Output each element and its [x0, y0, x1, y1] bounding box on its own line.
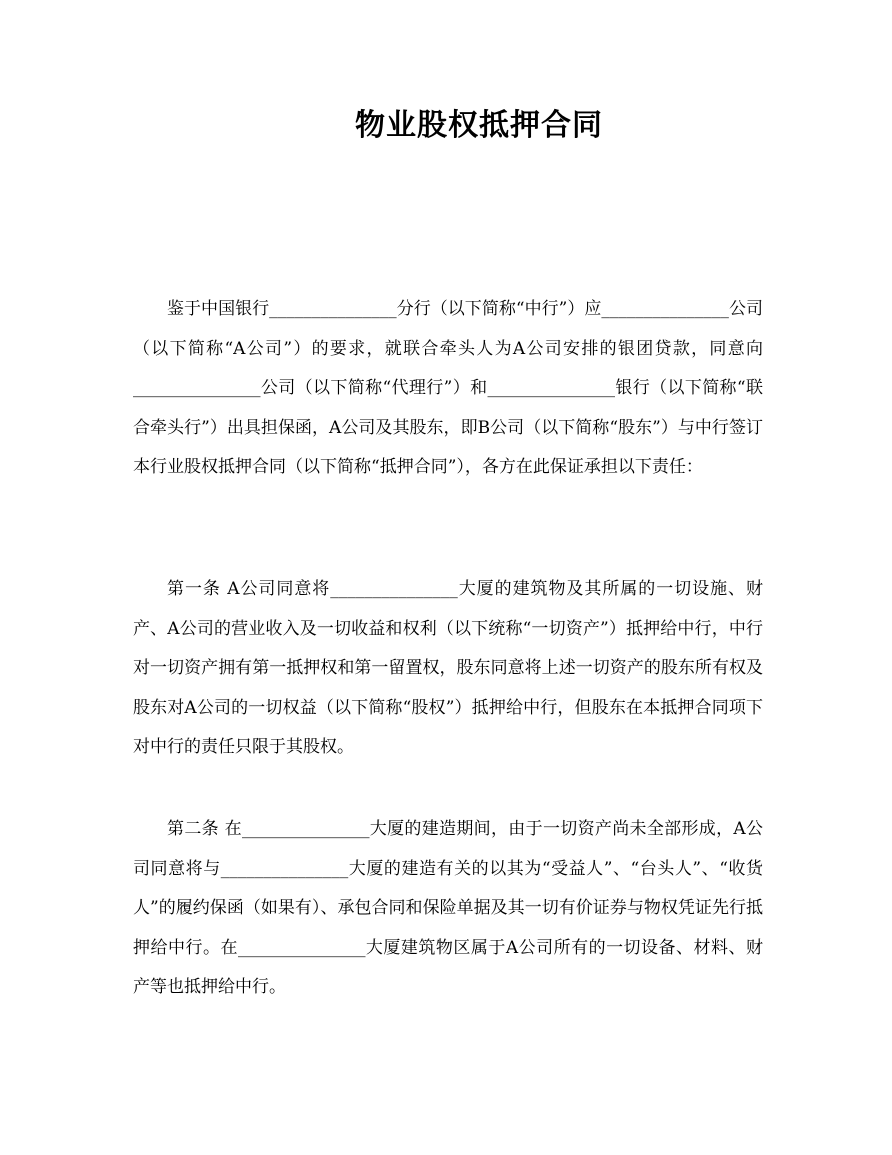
document-title: 物业股权抵押合同 [355, 108, 603, 143]
article-1-paragraph: 第一条 A公司同意将_______________大厦的建筑物及其所属的一切设施、财产、A公司的营业收入及一切收益和权利（以下统称“一切资产”）抵押给中行，中行对一切资产拥有第一抵押权和第一留置权，股东同意将上述一切资产的股东所有权及股东对A公司的一切权益（以下简称“股权”）抵押给中行，但股东在本抵押合同项下对中行的责任只限于其股权。 [133, 579, 763, 758]
article-2-paragraph: 第二条 在_______________大厦的建造期间，由于一切资产尚未全部形成，A公司同意将与_______________大厦的建造有关的以其为“受益人”、“台头人”、“收货人”的履约保函（如果有）、承包合同和保险单据及其一切有价证券与物权凭证先行抵押给中行。在_______________大厦建筑物区属于A公司所有的一切设备、材料、财产等也抵押给中行。 [133, 819, 763, 998]
preamble-paragraph: 鉴于中国银行_______________分行（以下简称“中行”）应_______________公司（以下简称“A公司”）的要求，就联合牵头人为A公司安排的银团贷款，同意向_______________公司（以下简称“代理行”）和_______________银行（以下简称“联合牵头行”）出具担保函，A公司及其股东，即B公司（以下简称“股东”）与中行签订本行业股权抵押合同（以下简称“抵押合同”），各方在此保证承担以下责任： [133, 299, 763, 478]
